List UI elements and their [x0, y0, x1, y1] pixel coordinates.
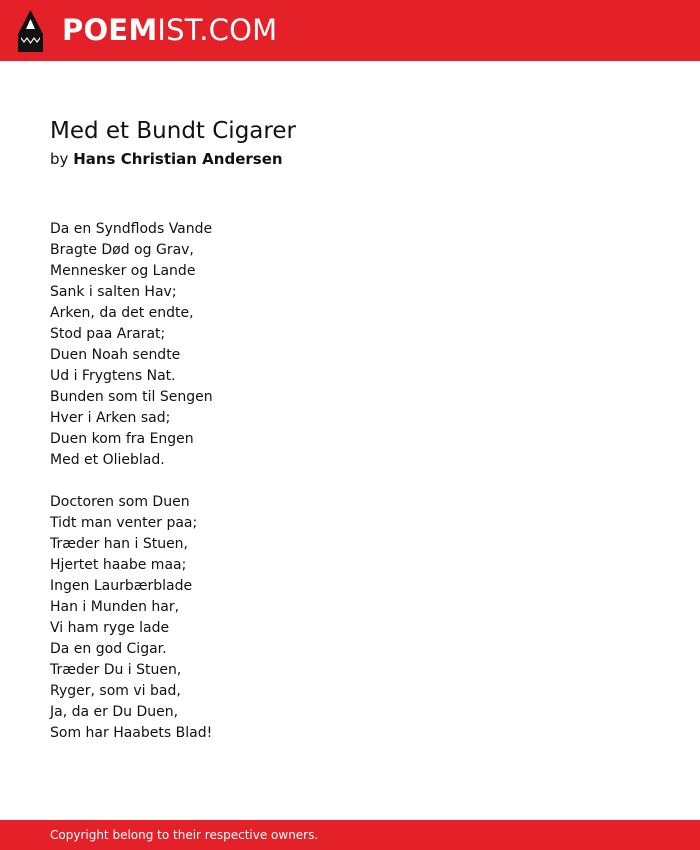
author-name: Hans Christian Andersen: [73, 150, 283, 168]
site-footer: [0, 820, 700, 850]
poem-line: Træder Du i Stuen,: [50, 662, 182, 678]
poem-line: Da en Syndflods Vande: [50, 221, 213, 237]
poem-line: Bunden som til Sengen: [50, 389, 213, 405]
poem-line: Hver i Arken sad;: [50, 410, 171, 426]
poem-line: Træder han i Stuen,: [50, 536, 189, 552]
poem-body: [50, 219, 213, 744]
logo-light-text: IST.COM: [157, 13, 278, 47]
poem-line: Med et Olieblad.: [50, 452, 165, 468]
poem-title: Med et Bundt Cigarer: [50, 118, 296, 144]
site-logo[interactable]: [62, 12, 277, 48]
poem-line: Duen Noah sendte: [50, 347, 181, 363]
poem-line: Mennesker og Lande: [50, 263, 196, 279]
poem-line: Stod paa Ararat;: [50, 326, 166, 342]
logo-bold-text: POEM: [62, 13, 158, 47]
poem-line: Da en god Cigar.: [50, 641, 167, 657]
poem-line: Tidt man venter paa;: [50, 515, 198, 531]
stanza-divider: [50, 471, 213, 492]
poem-line: Ingen Laurbærblade: [50, 578, 193, 594]
poem-line: Doctoren som Duen: [50, 494, 190, 510]
stanza-2: [50, 492, 213, 744]
poem-line: Arken, da det endte,: [50, 305, 194, 321]
poem-line: Ud i Frygtens Nat.: [50, 368, 176, 384]
poem-line: Bragte Død og Grav,: [50, 242, 194, 258]
copyright-text: Copyright belong to their respective owners.: [50, 828, 319, 842]
byline: [50, 149, 283, 169]
poem-line: Hjertet haabe maa;: [50, 557, 187, 573]
poem-line: Sank i salten Hav;: [50, 284, 177, 300]
pencil-icon: [18, 10, 43, 52]
poem-line: Ryger, som vi bad,: [50, 683, 181, 699]
stanza-1: [50, 219, 213, 471]
poem-line: Vi ham ryge lade: [50, 620, 170, 636]
poem-line: Han i Munden har,: [50, 599, 180, 615]
site-header: [0, 0, 700, 61]
by-label: by: [50, 150, 69, 168]
poem-line: Duen kom fra Engen: [50, 431, 194, 447]
poem-line: Som har Haabets Blad!: [50, 725, 213, 741]
poem-line: Ja, da er Du Duen,: [50, 704, 179, 720]
